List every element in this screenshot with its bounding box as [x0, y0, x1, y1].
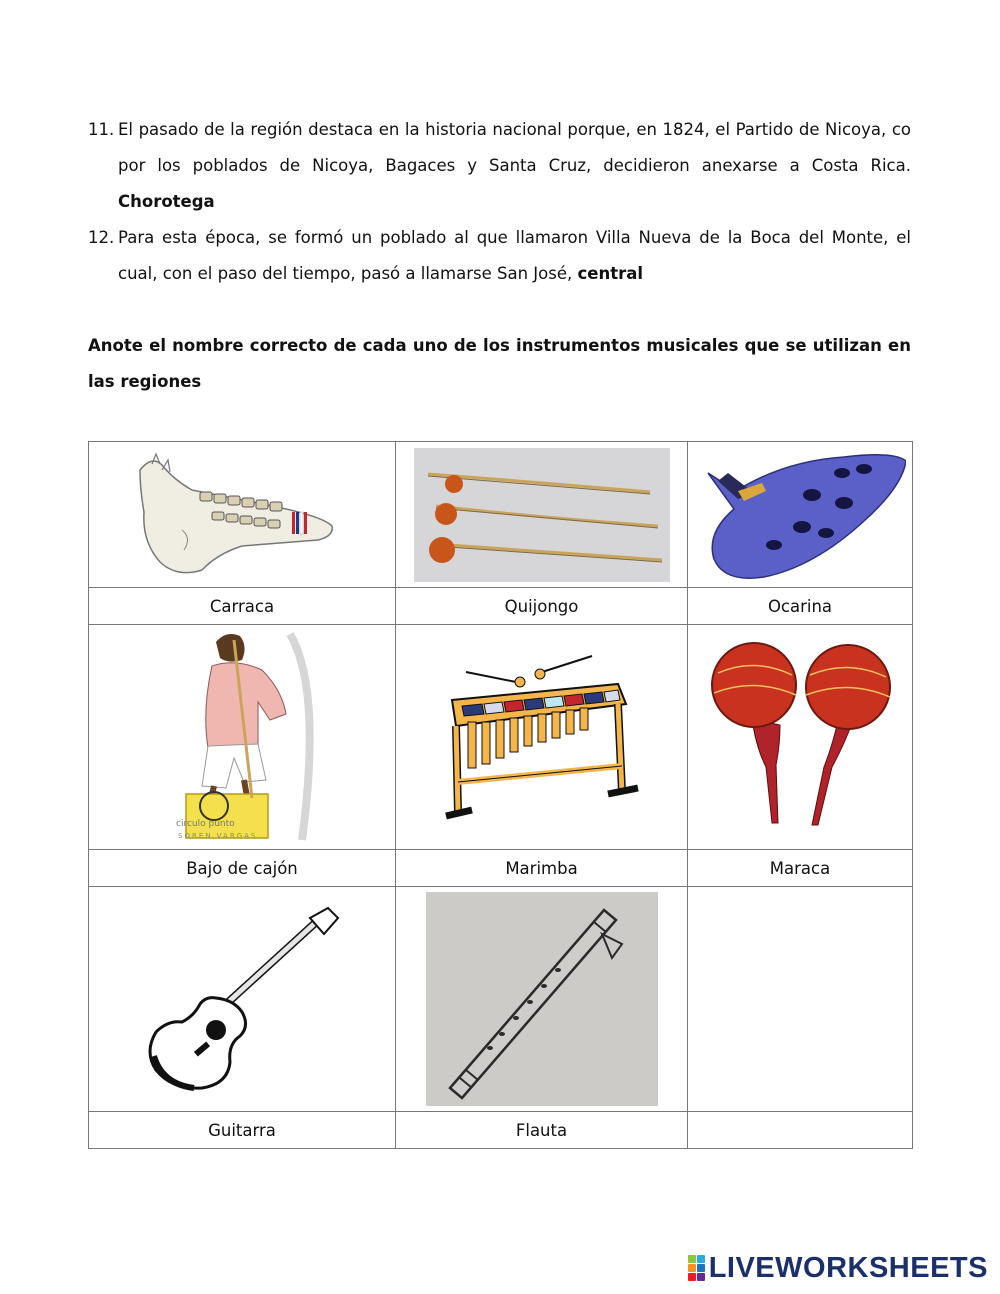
logo-text: LIVEWORKSHEETS	[708, 1251, 988, 1284]
answer-text: Chorotega	[118, 192, 215, 211]
flauta-icon	[426, 892, 658, 1106]
maraca-image-cell	[688, 625, 913, 850]
liveworksheets-logo	[688, 1252, 988, 1284]
logo-mark-icon	[688, 1255, 705, 1281]
quijongo-icon	[414, 448, 670, 582]
instrument-label: Quijongo	[396, 588, 688, 625]
instruments-table	[88, 441, 913, 1149]
instrument-label: Marimba	[396, 850, 688, 887]
instrument-label: Ocarina	[688, 588, 913, 625]
bajo-de-cajon-player-icon	[162, 630, 322, 844]
quijongo-image-cell	[396, 442, 688, 588]
answer-text: central	[577, 264, 644, 283]
guitarra-icon	[142, 904, 342, 1094]
watermark-text: circulo	[176, 819, 206, 829]
question-11	[88, 112, 911, 220]
instrument-label: Carraca	[89, 588, 396, 625]
bajo-de-cajon-image-cell	[89, 625, 396, 850]
marimba-icon	[442, 642, 642, 832]
ocarina-image-cell	[688, 442, 913, 588]
ocarina-icon	[694, 447, 906, 583]
guitarra-image-cell	[89, 887, 396, 1112]
svg-text:circulo punto	[176, 819, 235, 829]
instrument-label: Flauta	[396, 1112, 688, 1149]
empty-image-cell	[688, 887, 913, 1112]
watermark-text: SOREN VARGAS	[178, 832, 258, 840]
instrument-label: Maraca	[688, 850, 913, 887]
question-number: 11.	[88, 120, 115, 139]
question-number: 12.	[88, 228, 115, 247]
instrument-label: Guitarra	[89, 1112, 396, 1149]
question-12	[88, 220, 911, 292]
question-text: Para esta época, se formó un poblado al que llamaron Villa Nueva de la Boca del Monte, el cual, con el paso del tiempo, pasó a llamarse San José,	[118, 228, 911, 283]
flauta-image-cell	[396, 887, 688, 1112]
marimba-image-cell	[396, 625, 688, 850]
watermark-text: punto	[208, 819, 235, 829]
maraca-icon	[700, 637, 900, 837]
instruction-heading: Anote el nombre correcto de cada uno de los instrumentos musicales que se utilizan en las regiones	[88, 336, 911, 391]
carraca-jawbone-icon	[122, 450, 362, 580]
question-text: El pasado de la región destaca en la historia nacional porque, en 1824, el Partido de Nicoya, co por los poblados de Nicoya, Bagaces y Santa Cruz, decidieron anexarse a Costa Rica.	[118, 120, 911, 175]
carraca-image-cell	[89, 442, 396, 588]
instrument-label: Bajo de cajón	[89, 850, 396, 887]
instrument-label	[688, 1112, 913, 1149]
